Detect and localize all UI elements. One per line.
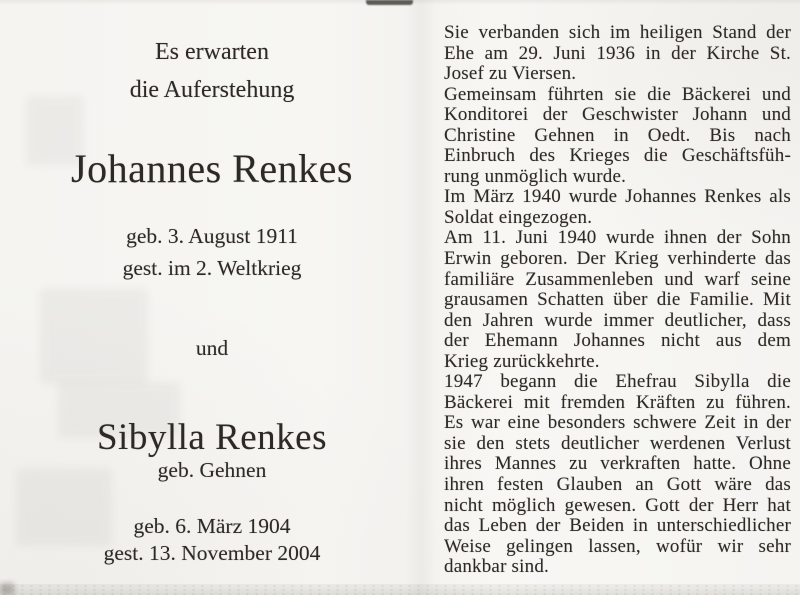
narrative-line: dankbar sind.	[444, 556, 549, 578]
person1-name: Johannes Renkes	[71, 146, 353, 191]
narrative-line: grausamen Schatten über die Familie. Mit	[444, 289, 791, 311]
narrative-line: Es war eine besonders schwere Zeit in der	[444, 412, 791, 434]
narrative-line: das Leben der Beiden in unterschiedlicher	[444, 515, 791, 537]
person2-name: Sibylla Renkes	[96, 417, 327, 458]
narrative-line: Ehe am 29. Juni 1936 in der Kirche St.	[444, 42, 791, 64]
person2-death-date: gest. 13. November 2004	[103, 541, 321, 565]
narrative-line: Erwin geboren. Der Krieg verhinderte das	[444, 248, 791, 270]
narrative-text	[444, 23, 791, 578]
intro-text	[0, 33, 424, 109]
narrative-line: ihren festen Glauben an Gott wäre das	[444, 474, 791, 496]
narrative-line: der Ehemann Johannes nicht aus dem	[444, 330, 791, 352]
narrative-line: 1947 begann die Ehefrau Sibylla die	[444, 371, 791, 393]
scan-corner-smudge	[0, 583, 14, 595]
narrative-line: nicht möglich gewesen. Gott der Herr hat	[444, 494, 791, 516]
narrative-line: Christine Gehnen in Oedt. Bis nach	[444, 124, 791, 146]
narrative-line: Krieg zurückkehrte.	[444, 350, 600, 372]
person1-death-date: gest. im 2. Weltkrieg	[122, 256, 302, 280]
person1-birth-date: geb. 3. August 1911	[126, 224, 298, 248]
person2-dates	[0, 513, 424, 567]
scan-edge-strip	[0, 584, 800, 595]
connector-word: und	[195, 336, 229, 360]
narrative-line: familiäre Zusammenleben und warf seine	[444, 268, 791, 290]
narrative-line: Josef zu Viersen.	[444, 63, 577, 85]
narrative-line: Soldat eingezogen.	[444, 206, 593, 228]
narrative-line: sie den stets deutlicher werdenen Verlust	[444, 432, 791, 454]
person1-dates	[0, 220, 424, 284]
intro-line-1: Es erwarten	[155, 39, 269, 65]
narrative-line: Einbruch des Krieges die Geschäftsfüh-	[444, 145, 791, 167]
narrative-line: ihres Mannes zu verkraften hatte. Ohne	[444, 453, 791, 475]
person2-birth-date: geb. 6. März 1904	[133, 514, 291, 538]
narrative-line: den Jahren wurde immer deutlicher, dass	[444, 309, 791, 331]
narrative-line: Weise gelingen lassen, wofür wir sehr	[444, 535, 791, 557]
narrative-line: Im März 1940 wurde Johannes Renkes als	[444, 186, 791, 208]
narrative-line: Gemeinsam führten sie die Bäckerei und	[444, 83, 791, 105]
narrative-line: Am 11. Juni 1940 wurde ihnen der Sohn	[444, 227, 791, 249]
narrative-line: rung unmöglich wurde.	[444, 165, 627, 187]
scan-fold-mark	[366, 0, 413, 5]
narrative-line: Sie verbanden sich im heiligen Stand der	[444, 22, 791, 43]
person2-maiden-name: geb. Gehnen	[157, 458, 267, 482]
intro-line-2: die Auferstehung	[129, 77, 295, 103]
narrative-line: Konditorei der Geschwister Johann und	[444, 104, 791, 126]
right-page	[444, 23, 791, 578]
narrative-line: Bäckerei mit fremden Kräften zu führen.	[444, 391, 791, 413]
